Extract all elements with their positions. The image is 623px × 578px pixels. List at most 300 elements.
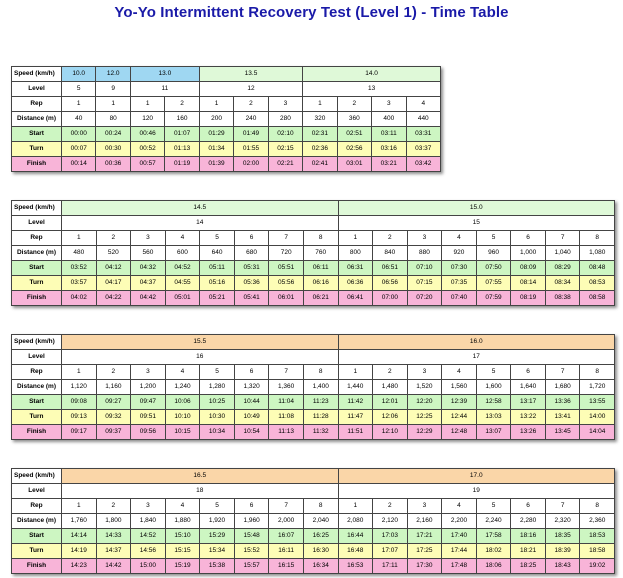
turn-cell: 14:00 [580,410,615,425]
distance-label: Distance (m) [12,380,62,395]
time-table-1 [11,66,441,172]
speed-value: 12.0 [96,67,130,82]
start-cell: 01:07 [165,127,199,142]
speed-label: Speed (km/h) [12,67,62,82]
distance-cell: 1,760 [62,514,97,529]
finish-cell: 11:13 [269,425,304,440]
speed-value: 15.5 [62,335,339,350]
start-cell: 05:31 [234,261,269,276]
start-cell: 17:21 [407,529,442,544]
turn-cell: 03:37 [406,142,440,157]
rep-cell: 3 [372,97,406,112]
rep-cell: 7 [269,365,304,380]
start-cell: 16:44 [338,529,373,544]
rep-cell: 1 [130,97,164,112]
finish-cell: 07:00 [373,291,408,306]
time-table-3 [11,334,615,440]
turn-cell: 09:13 [62,410,97,425]
speed-label: Speed (km/h) [12,335,62,350]
start-cell: 13:36 [545,395,580,410]
finish-cell: 14:23 [62,559,97,574]
rep-cell: 3 [131,231,166,246]
finish-cell: 19:02 [580,559,615,574]
rep-cell: 8 [303,365,338,380]
turn-label: Turn [12,276,62,291]
rep-cell: 2 [96,231,131,246]
start-cell: 05:51 [269,261,304,276]
start-cell: 18:16 [511,529,546,544]
distance-cell: 1,520 [407,380,442,395]
start-cell: 15:48 [234,529,269,544]
finish-cell: 03:42 [406,157,440,172]
distance-cell: 280 [268,112,302,127]
start-label: Start [12,529,62,544]
rep-cell: 2 [373,231,408,246]
finish-cell: 13:26 [511,425,546,440]
turn-cell: 17:25 [407,544,442,559]
distance-cell: 800 [338,246,373,261]
finish-label: Finish [12,157,62,172]
level-value: 9 [96,82,130,97]
rep-cell: 7 [269,231,304,246]
finish-cell: 11:51 [338,425,373,440]
finish-cell: 06:21 [303,291,338,306]
speed-value: 10.0 [62,67,96,82]
turn-cell: 15:52 [234,544,269,559]
distance-cell: 1,440 [338,380,373,395]
start-cell: 06:11 [303,261,338,276]
turn-cell: 00:07 [62,142,96,157]
distance-cell: 80 [96,112,130,127]
speed-value: 14.0 [303,67,441,82]
rep-cell: 5 [200,365,235,380]
turn-cell: 11:28 [303,410,338,425]
finish-cell: 02:41 [303,157,337,172]
distance-cell: 1,800 [96,514,131,529]
turn-row [12,410,615,425]
rep-cell: 1 [62,365,97,380]
start-cell: 17:03 [373,529,408,544]
finish-cell: 12:29 [407,425,442,440]
turn-cell: 16:30 [303,544,338,559]
level-value: 16 [62,350,339,365]
finish-cell: 16:34 [303,559,338,574]
distance-cell: 960 [476,246,511,261]
finish-cell: 16:53 [338,559,373,574]
distance-cell: 2,160 [407,514,442,529]
yo-yo-time-table [11,468,615,574]
turn-cell: 05:36 [234,276,269,291]
distance-cell: 40 [62,112,96,127]
level-row [12,484,615,499]
finish-cell: 00:36 [96,157,130,172]
finish-cell: 02:00 [234,157,268,172]
speed-label: Speed (km/h) [12,469,62,484]
start-row [12,529,615,544]
finish-cell: 18:25 [511,559,546,574]
finish-cell: 16:15 [269,559,304,574]
start-cell: 18:53 [580,529,615,544]
start-cell: 10:06 [165,395,200,410]
finish-cell: 06:41 [338,291,373,306]
start-cell: 01:29 [199,127,233,142]
turn-cell: 06:56 [373,276,408,291]
start-row [12,395,615,410]
rep-cell: 1 [338,231,373,246]
time-table-2 [11,200,615,306]
distance-cell: 1,680 [545,380,580,395]
distance-cell: 1,200 [131,380,166,395]
turn-label: Turn [12,410,62,425]
rep-cell: 2 [373,365,408,380]
finish-cell: 10:54 [234,425,269,440]
level-value: 5 [62,82,96,97]
finish-cell: 00:14 [62,157,96,172]
level-row [12,216,615,231]
rep-cell: 1 [303,97,337,112]
rep-cell: 1 [62,499,97,514]
distance-row [12,112,441,127]
rep-cell: 5 [476,499,511,514]
turn-cell: 03:57 [62,276,97,291]
finish-cell: 03:01 [337,157,371,172]
turn-cell: 10:49 [234,410,269,425]
turn-cell: 12:25 [407,410,442,425]
rep-cell: 3 [131,365,166,380]
turn-cell: 15:34 [200,544,235,559]
turn-row [12,544,615,559]
speed-label: Speed (km/h) [12,201,62,216]
turn-cell: 07:55 [476,276,511,291]
distance-cell: 520 [96,246,131,261]
turn-cell: 11:47 [338,410,373,425]
start-cell: 12:39 [442,395,477,410]
level-value: 14 [62,216,339,231]
rep-cell: 4 [442,231,477,246]
start-cell: 00:24 [96,127,130,142]
turn-cell: 17:07 [373,544,408,559]
turn-cell: 09:51 [131,410,166,425]
time-table-4 [11,468,615,574]
level-label: Level [12,484,62,499]
distance-row [12,246,615,261]
start-cell: 11:04 [269,395,304,410]
distance-cell: 1,720 [580,380,615,395]
speed-value: 14.5 [62,201,339,216]
turn-cell: 14:19 [62,544,97,559]
turn-cell: 12:44 [442,410,477,425]
start-cell: 09:47 [131,395,166,410]
rep-cell: 3 [407,365,442,380]
turn-cell: 13:22 [511,410,546,425]
start-cell: 08:29 [545,261,580,276]
start-cell: 07:30 [442,261,477,276]
rep-cell: 4 [165,231,200,246]
rep-cell: 8 [580,231,615,246]
start-cell: 06:31 [338,261,373,276]
distance-cell: 1,080 [580,246,615,261]
turn-cell: 14:56 [131,544,166,559]
turn-cell: 08:34 [545,276,580,291]
rep-cell: 6 [511,231,546,246]
start-cell: 18:35 [545,529,580,544]
distance-cell: 600 [165,246,200,261]
rep-cell: 3 [407,499,442,514]
rep-label: Rep [12,231,62,246]
start-cell: 06:51 [373,261,408,276]
distance-label: Distance (m) [12,514,62,529]
distance-cell: 1,280 [200,380,235,395]
turn-cell: 02:36 [303,142,337,157]
start-cell: 07:50 [476,261,511,276]
start-cell: 02:51 [337,127,371,142]
rep-cell: 3 [131,499,166,514]
finish-cell: 01:39 [199,157,233,172]
rep-cell: 3 [268,97,302,112]
distance-cell: 360 [337,112,371,127]
rep-cell: 2 [96,499,131,514]
turn-cell: 16:11 [269,544,304,559]
turn-cell: 13:41 [545,410,580,425]
speed-value: 15.0 [338,201,615,216]
finish-cell: 10:34 [200,425,235,440]
finish-cell: 15:19 [165,559,200,574]
rep-cell: 1 [199,97,233,112]
level-value: 11 [130,82,199,97]
distance-cell: 920 [442,246,477,261]
start-cell: 03:52 [62,261,97,276]
start-cell: 01:49 [234,127,268,142]
page-title: Yo-Yo Intermittent Recovery Test (Level 1) - Time Table [114,4,509,21]
rep-cell: 5 [476,365,511,380]
speed-value: 17.0 [338,469,615,484]
turn-cell: 02:15 [268,142,302,157]
rep-cell: 4 [442,365,477,380]
level-value: 12 [199,82,302,97]
rep-cell: 4 [165,499,200,514]
turn-cell: 05:56 [269,276,304,291]
finish-cell: 17:30 [407,559,442,574]
finish-cell: 08:38 [545,291,580,306]
finish-cell: 07:40 [442,291,477,306]
turn-cell: 04:55 [165,276,200,291]
distance-cell: 1,000 [511,246,546,261]
rep-row [12,499,615,514]
rep-cell: 2 [96,365,131,380]
finish-cell: 02:21 [268,157,302,172]
turn-cell: 04:17 [96,276,131,291]
finish-row [12,291,615,306]
rep-cell: 3 [407,231,442,246]
rep-cell: 2 [373,499,408,514]
distance-cell: 1,920 [200,514,235,529]
rep-row [12,231,615,246]
distance-cell: 2,040 [303,514,338,529]
rep-cell: 7 [269,499,304,514]
rep-cell: 6 [234,499,269,514]
rep-cell: 4 [165,365,200,380]
rep-cell: 4 [406,97,440,112]
speed-value: 13.0 [130,67,199,82]
start-cell: 04:52 [165,261,200,276]
finish-cell: 09:17 [62,425,97,440]
rep-cell: 7 [545,499,580,514]
distance-cell: 1,480 [373,380,408,395]
distance-cell: 1,960 [234,514,269,529]
finish-cell: 05:01 [165,291,200,306]
turn-cell: 07:15 [407,276,442,291]
start-cell: 11:42 [338,395,373,410]
rep-cell: 7 [545,231,580,246]
distance-cell: 1,400 [303,380,338,395]
turn-cell: 07:35 [442,276,477,291]
finish-cell: 13:07 [476,425,511,440]
finish-label: Finish [12,291,62,306]
turn-cell: 01:55 [234,142,268,157]
finish-cell: 07:20 [407,291,442,306]
start-cell: 14:14 [62,529,97,544]
distance-row [12,380,615,395]
start-cell: 08:09 [511,261,546,276]
rep-cell: 8 [580,499,615,514]
turn-cell: 11:08 [269,410,304,425]
finish-cell: 18:06 [476,559,511,574]
finish-cell: 15:00 [131,559,166,574]
start-cell: 14:52 [131,529,166,544]
rep-cell: 1 [62,97,96,112]
start-cell: 03:31 [406,127,440,142]
level-label: Level [12,82,62,97]
turn-cell: 13:03 [476,410,511,425]
start-cell: 07:10 [407,261,442,276]
distance-cell: 560 [131,246,166,261]
speed-value: 16.5 [62,469,339,484]
start-cell: 14:33 [96,529,131,544]
finish-row [12,157,441,172]
start-cell: 02:10 [268,127,302,142]
rep-cell: 6 [511,365,546,380]
rep-cell: 8 [303,499,338,514]
level-label: Level [12,216,62,231]
distance-cell: 1,160 [96,380,131,395]
rep-label: Rep [12,499,62,514]
start-cell: 09:08 [62,395,97,410]
turn-cell: 08:14 [511,276,546,291]
rep-label: Rep [12,97,62,112]
distance-cell: 2,280 [511,514,546,529]
distance-cell: 2,240 [476,514,511,529]
distance-label: Distance (m) [12,246,62,261]
finish-cell: 11:32 [303,425,338,440]
distance-cell: 1,640 [511,380,546,395]
distance-cell: 720 [269,246,304,261]
distance-cell: 880 [407,246,442,261]
speed-value: 16.0 [338,335,615,350]
speed-row [12,335,615,350]
level-row [12,82,441,97]
finish-cell: 18:43 [545,559,580,574]
distance-cell: 200 [199,112,233,127]
rep-cell: 1 [96,97,130,112]
turn-cell: 04:37 [131,276,166,291]
distance-cell: 2,120 [373,514,408,529]
start-cell: 04:32 [131,261,166,276]
distance-cell: 2,200 [442,514,477,529]
turn-cell: 10:30 [200,410,235,425]
start-cell: 12:01 [373,395,408,410]
rep-cell: 7 [545,365,580,380]
start-cell: 11:23 [303,395,338,410]
rep-cell: 2 [165,97,199,112]
finish-row [12,425,615,440]
distance-cell: 120 [130,112,164,127]
level-value: 18 [62,484,339,499]
start-cell: 00:46 [130,127,164,142]
distance-cell: 840 [373,246,408,261]
distance-cell: 1,840 [131,514,166,529]
start-cell: 02:31 [303,127,337,142]
start-row [12,127,441,142]
rep-cell: 4 [442,499,477,514]
rep-row [12,97,441,112]
finish-label: Finish [12,559,62,574]
finish-cell: 17:11 [373,559,408,574]
distance-cell: 2,080 [338,514,373,529]
rep-cell: 6 [511,499,546,514]
finish-cell: 05:41 [234,291,269,306]
finish-cell: 04:02 [62,291,97,306]
distance-cell: 2,360 [580,514,615,529]
finish-cell: 08:19 [511,291,546,306]
start-cell: 10:44 [234,395,269,410]
yo-yo-time-table [11,200,615,306]
rep-cell: 8 [580,365,615,380]
finish-cell: 07:59 [476,291,511,306]
start-cell: 03:11 [372,127,406,142]
rep-cell: 8 [303,231,338,246]
distance-cell: 2,320 [545,514,580,529]
start-cell: 13:55 [580,395,615,410]
distance-cell: 480 [62,246,97,261]
turn-cell: 18:21 [511,544,546,559]
rep-cell: 1 [338,365,373,380]
start-cell: 08:48 [580,261,615,276]
distance-cell: 1,240 [165,380,200,395]
finish-cell: 09:37 [96,425,131,440]
distance-cell: 1,320 [234,380,269,395]
finish-cell: 05:21 [200,291,235,306]
distance-cell: 760 [303,246,338,261]
start-label: Start [12,261,62,276]
finish-cell: 13:45 [545,425,580,440]
start-cell: 12:58 [476,395,511,410]
turn-cell: 02:56 [337,142,371,157]
start-cell: 13:17 [511,395,546,410]
turn-cell: 16:48 [338,544,373,559]
level-value: 19 [338,484,615,499]
rep-cell: 1 [62,231,97,246]
finish-cell: 00:57 [130,157,164,172]
finish-cell: 14:42 [96,559,131,574]
turn-cell: 14:37 [96,544,131,559]
turn-cell: 18:02 [476,544,511,559]
level-row [12,350,615,365]
turn-label: Turn [12,142,62,157]
level-value: 15 [338,216,615,231]
yo-yo-time-table [11,66,441,172]
distance-cell: 1,040 [545,246,580,261]
start-cell: 17:40 [442,529,477,544]
